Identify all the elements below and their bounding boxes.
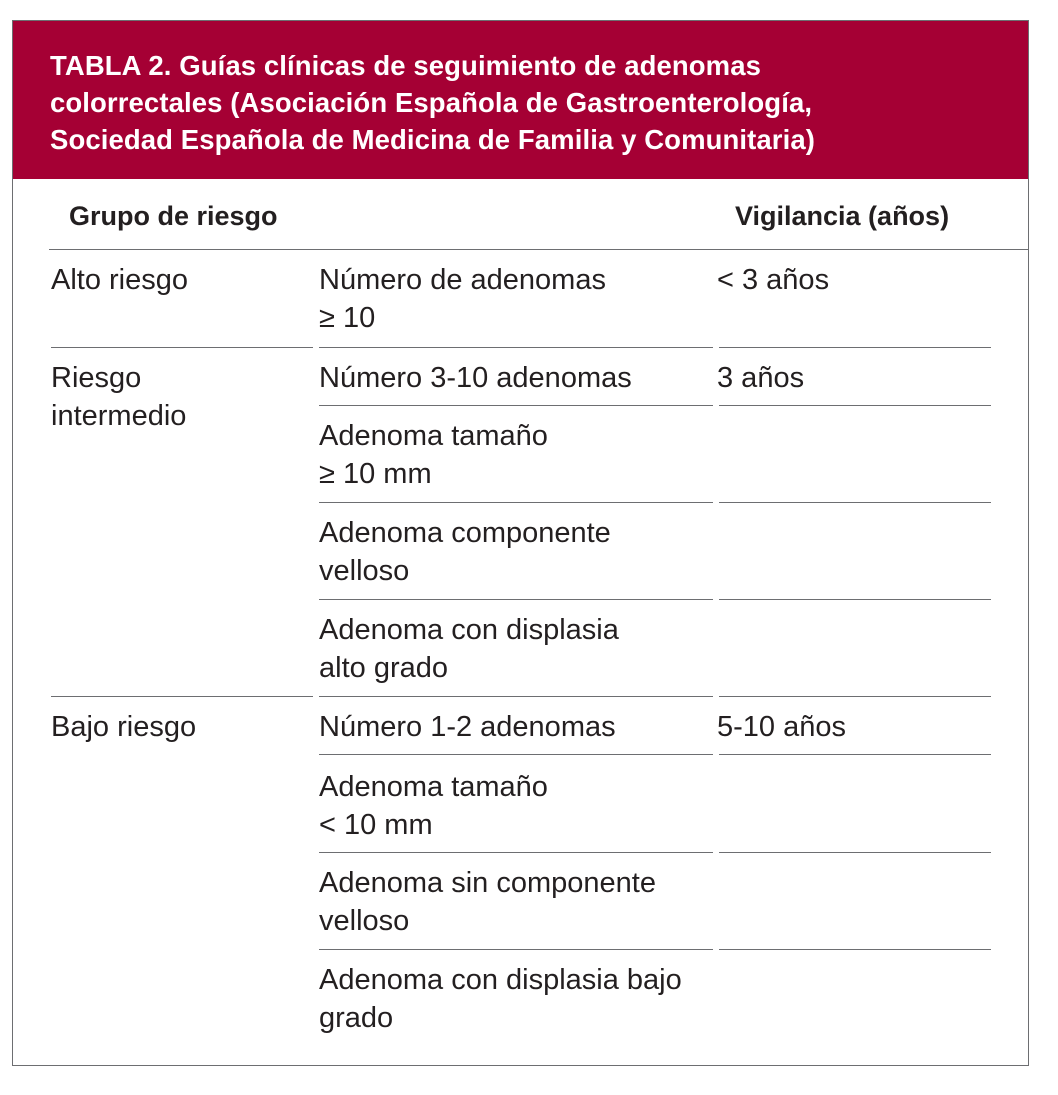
row-divider xyxy=(719,599,991,600)
criterion-intermediate-3: Adenoma componente velloso xyxy=(319,517,611,587)
table-header-row xyxy=(13,179,1028,249)
table-frame xyxy=(12,20,1029,1066)
vigilance-intermediate: 3 años xyxy=(717,362,805,394)
row-divider xyxy=(319,347,713,348)
criterion-low-3: Adenoma sin componente velloso xyxy=(319,867,656,937)
group-name-intermediate: Riesgo intermedio xyxy=(51,362,187,432)
row-divider xyxy=(319,949,713,950)
vigilance-low: 5-10 años xyxy=(717,711,846,743)
criterion-high-1: Número de adenomas ≥ 10 xyxy=(319,264,606,334)
criterion-intermediate-1: Número 3-10 adenomas xyxy=(319,362,632,394)
row-divider xyxy=(719,949,991,950)
row-divider xyxy=(719,347,991,348)
row-divider xyxy=(319,754,713,755)
row-divider xyxy=(719,405,991,406)
group-name-low: Bajo riesgo xyxy=(51,711,197,743)
table-title xyxy=(13,21,1028,179)
row-divider xyxy=(319,405,713,406)
criterion-intermediate-4: Adenoma con displasia alto grado xyxy=(319,614,619,684)
row-divider xyxy=(719,502,991,503)
row-divider xyxy=(319,502,713,503)
row-divider xyxy=(319,696,713,697)
row-divider xyxy=(719,696,991,697)
row-divider xyxy=(51,696,313,697)
criterion-low-4: Adenoma con displasia bajo grado xyxy=(319,964,682,1034)
row-divider xyxy=(51,347,313,348)
criterion-low-1: Número 1-2 adenomas xyxy=(319,711,616,743)
row-divider xyxy=(319,599,713,600)
header-vigilance: Vigilancia (años) xyxy=(735,201,950,231)
row-divider xyxy=(719,852,991,853)
row-divider xyxy=(719,754,991,755)
criterion-low-2: Adenoma tamaño < 10 mm xyxy=(319,771,548,841)
table-title-text: TABLA 2. Guías clínicas de seguimiento de adenomas colorrectales (Asociación Española de Gastroenterología, Sociedad Española de Medicina de Familia y Comunitaria) xyxy=(50,50,815,155)
row-divider xyxy=(319,852,713,853)
group-name-high: Alto riesgo xyxy=(51,264,189,296)
criterion-intermediate-2: Adenoma tamaño ≥ 10 mm xyxy=(319,420,548,490)
header-divider xyxy=(49,249,1028,250)
header-group: Grupo de riesgo xyxy=(69,201,278,231)
vigilance-high: < 3 años xyxy=(717,264,830,296)
